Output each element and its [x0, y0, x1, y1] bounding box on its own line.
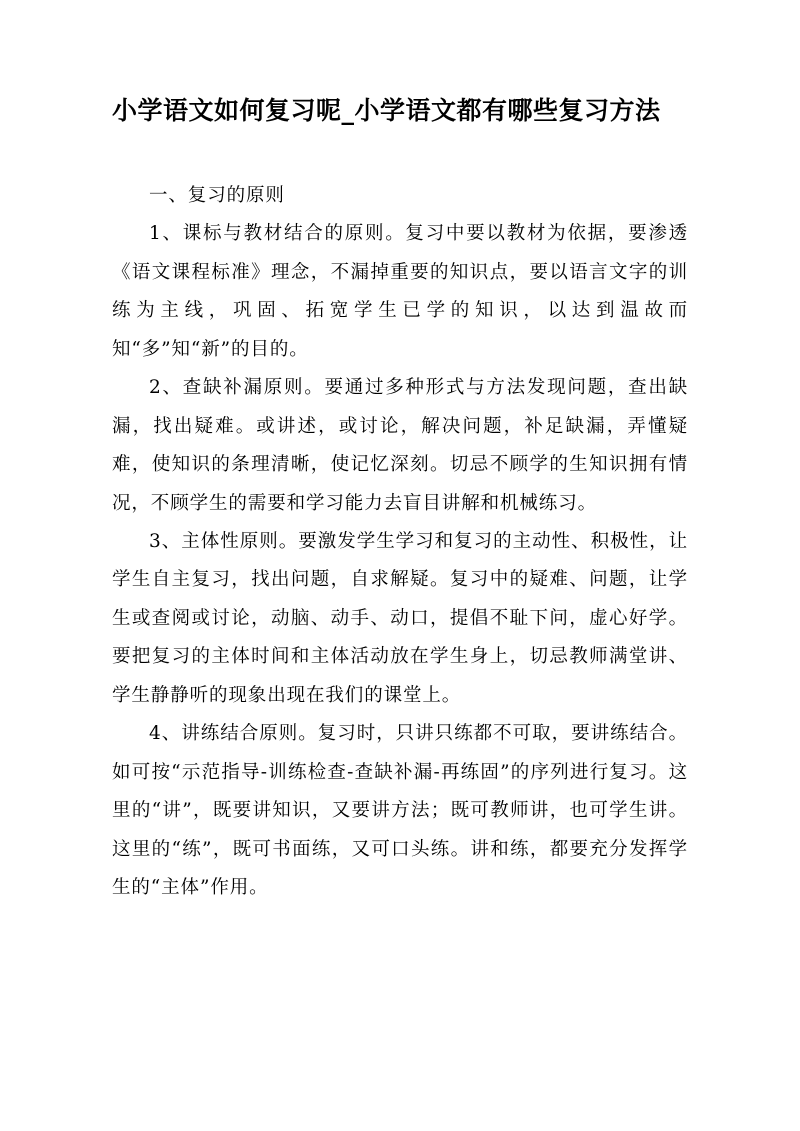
paragraph-section-heading: 一、复习的原则 [149, 184, 285, 206]
paragraph-principle-3: 3、主体性原则。要激发学生学习和复习的主动性、积极性，让学生自主复习，找出问题，自求解疑。复习中的疑难、问题，让学生或查阅或讨论，动脑、动手、动口，提倡不耻下问，虚心好学。要把复习的主体时间和主体活动放在学生身上，切忌教师满堂讲、学生静静听的现象出现在我们的课堂上。 [112, 530, 688, 706]
page-title: 小学语文如何复习呢_小学语文都有哪些复习方法 [112, 96, 661, 125]
paragraph-principle-1: 1、课标与教材结合的原则。复习中要以教材为依据，要渗透《语文课程标准》理念，不漏掉重要的知识点，要以语言文字的训练为主线，巩固、拓宽学生已学的知识，以达到温故而知“多”知“新”的目的。 [112, 223, 688, 360]
document-body [112, 177, 688, 908]
paragraph-principle-4: 4、讲练结合原则。复习时，只讲只练都不可取，要讲练结合。如可按“示范指导-训练检查-查缺补漏-再练固”的序列进行复习。这里的“讲”，既要讲知识，又要讲方法；既可教师讲，也可学生讲。这里的“练”，既可书面练，又可口头练。讲和练，都要充分发挥学生的“主体”作用。 [112, 723, 688, 899]
paragraph-principle-2: 2、查缺补漏原则。要通过多种形式与方法发现问题，查出缺漏，找出疑难。或讲述，或讨论，解决问题，补足缺漏，弄懂疑难，使知识的条理清晰，使记忆深刻。切忌不顾学的生知识拥有情况，不顾学生的需要和学习能力去盲目讲解和机械练习。 [112, 377, 688, 514]
